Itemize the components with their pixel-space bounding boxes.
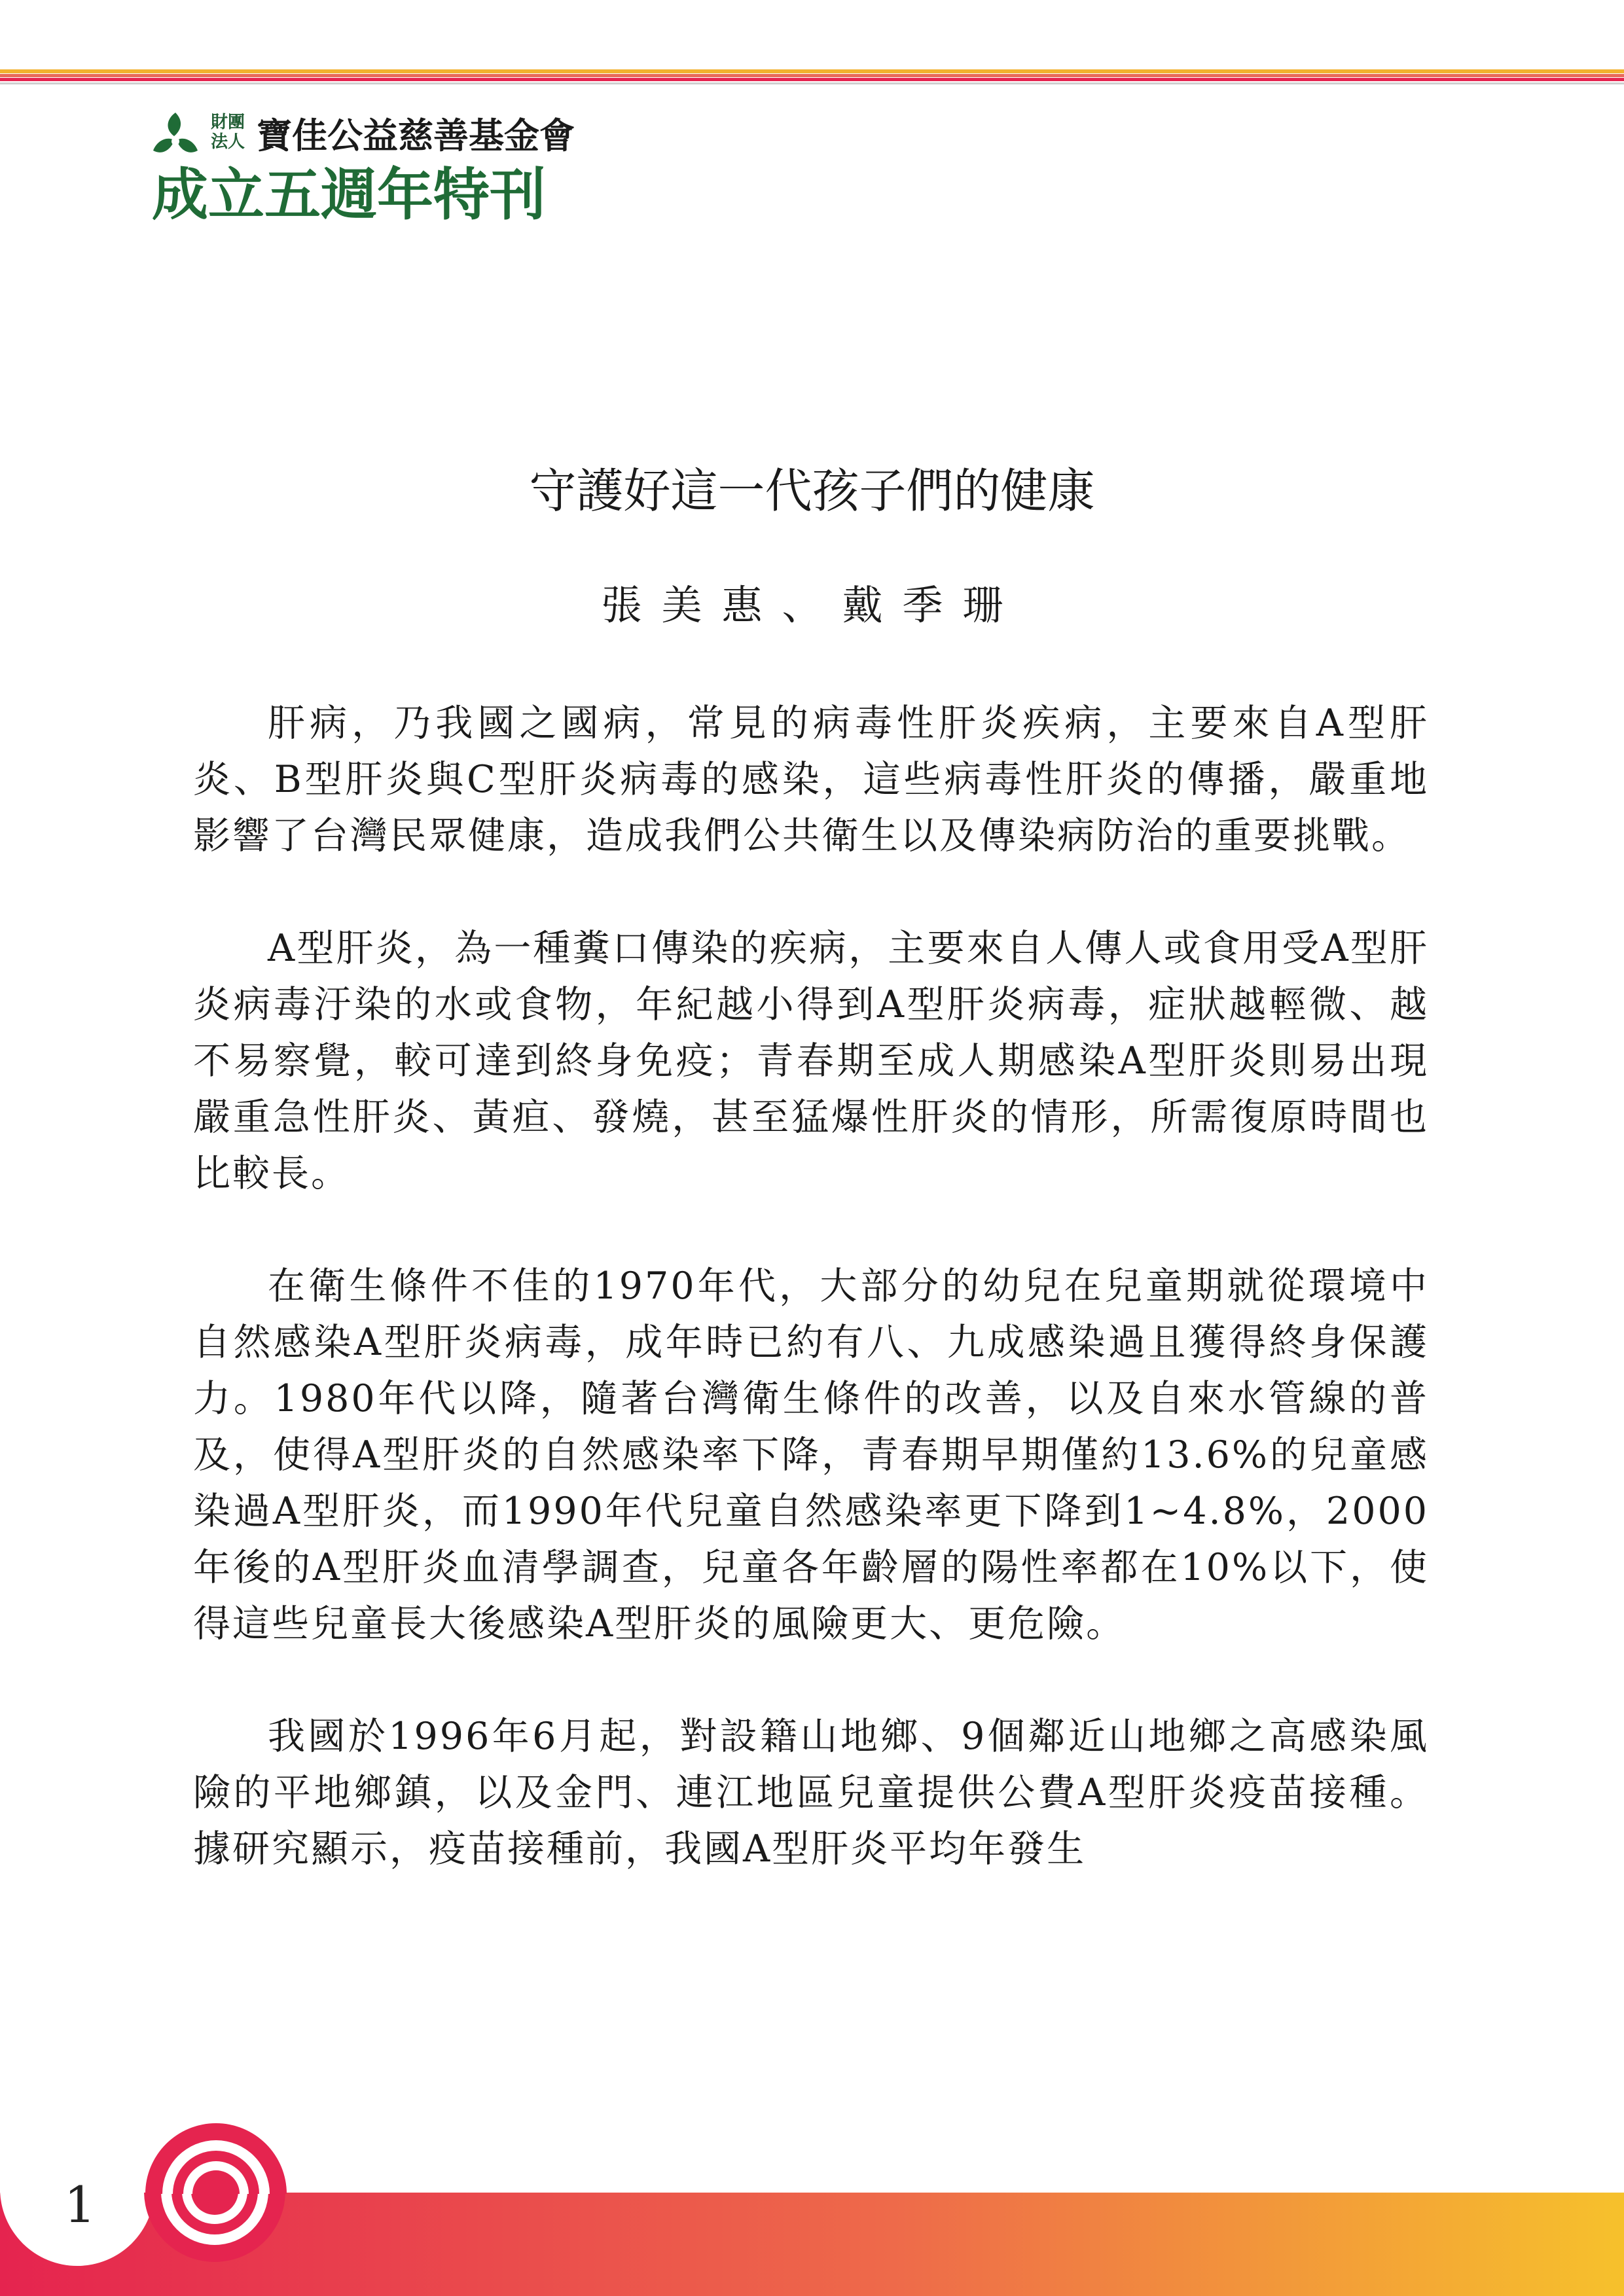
target-top-half: [144, 2121, 288, 2194]
paragraph-1: 肝病，乃我國之國病，常見的病毒性肝炎疾病，主要來自A型肝炎、B型肝炎與C型肝炎病毒的感染，這些病毒性肝炎的傳播，嚴重地影響了台灣民眾健康，造成我們公共衛生以及傳染病防治的重要挑戰。: [193, 702, 1429, 857]
trefoil-leaf-logo: [149, 110, 202, 162]
page-number: 1: [63, 2176, 96, 2234]
article-title: 守護好這一代孩子們的健康: [529, 463, 1095, 518]
header-stripes: [0, 0, 1624, 98]
org-prefix: 財團法人: [211, 113, 245, 152]
paragraph-3: 在衛生條件不佳的1970年代，大部分的幼兒在兒童期就從環境中自然感染A型肝炎病毒，成年時已約有八、九成感染過且獲得終身保護力。1980年代以降，隨著台灣衛生條件的改善，以及自來水管線的普及，使得A型肝炎的自然感染率下降，青春期早期僅約13.6%的兒童感染過A型肝炎，而1990年代兒童自然感染率更下降到1~4.8%，2000年後的A型肝炎血清學調查，兒童各年齡層的陽性率都在10%以下，使得這些兒童長大後感染A型肝炎的風險更大、更危險。: [193, 1265, 1429, 1645]
article-authors: 張美惠、戴季珊: [601, 581, 1023, 629]
org-name: 寶佳公益慈善基金會: [257, 115, 575, 156]
article-body: [193, 695, 1429, 1933]
paragraph-4: 我國於1996年6月起，對設籍山地鄉、9個鄰近山地鄉之高感染風險的平地鄉鎮，以及金門、連江地區兒童提供公費A型肝炎疫苗接種。據研究顯示，疫苗接種前，我國A型肝炎平均年發生: [193, 1715, 1429, 1871]
footer-bar: [0, 2193, 1624, 2296]
publication-title: 成立五週年特刊: [152, 162, 546, 228]
paragraph-2: A型肝炎，為一種糞口傳染的疾病，主要來自人傳人或食用受A型肝炎病毒汙染的水或食物，年紀越小得到A型肝炎病毒，症狀越輕微、越不易察覺，較可達到終身免疫；青春期至成人期感染A型肝炎則易出現嚴重急性肝炎、黃疸、發燒，甚至猛爆性肝炎的情形，所需復原時間也比較長。: [193, 927, 1429, 1195]
